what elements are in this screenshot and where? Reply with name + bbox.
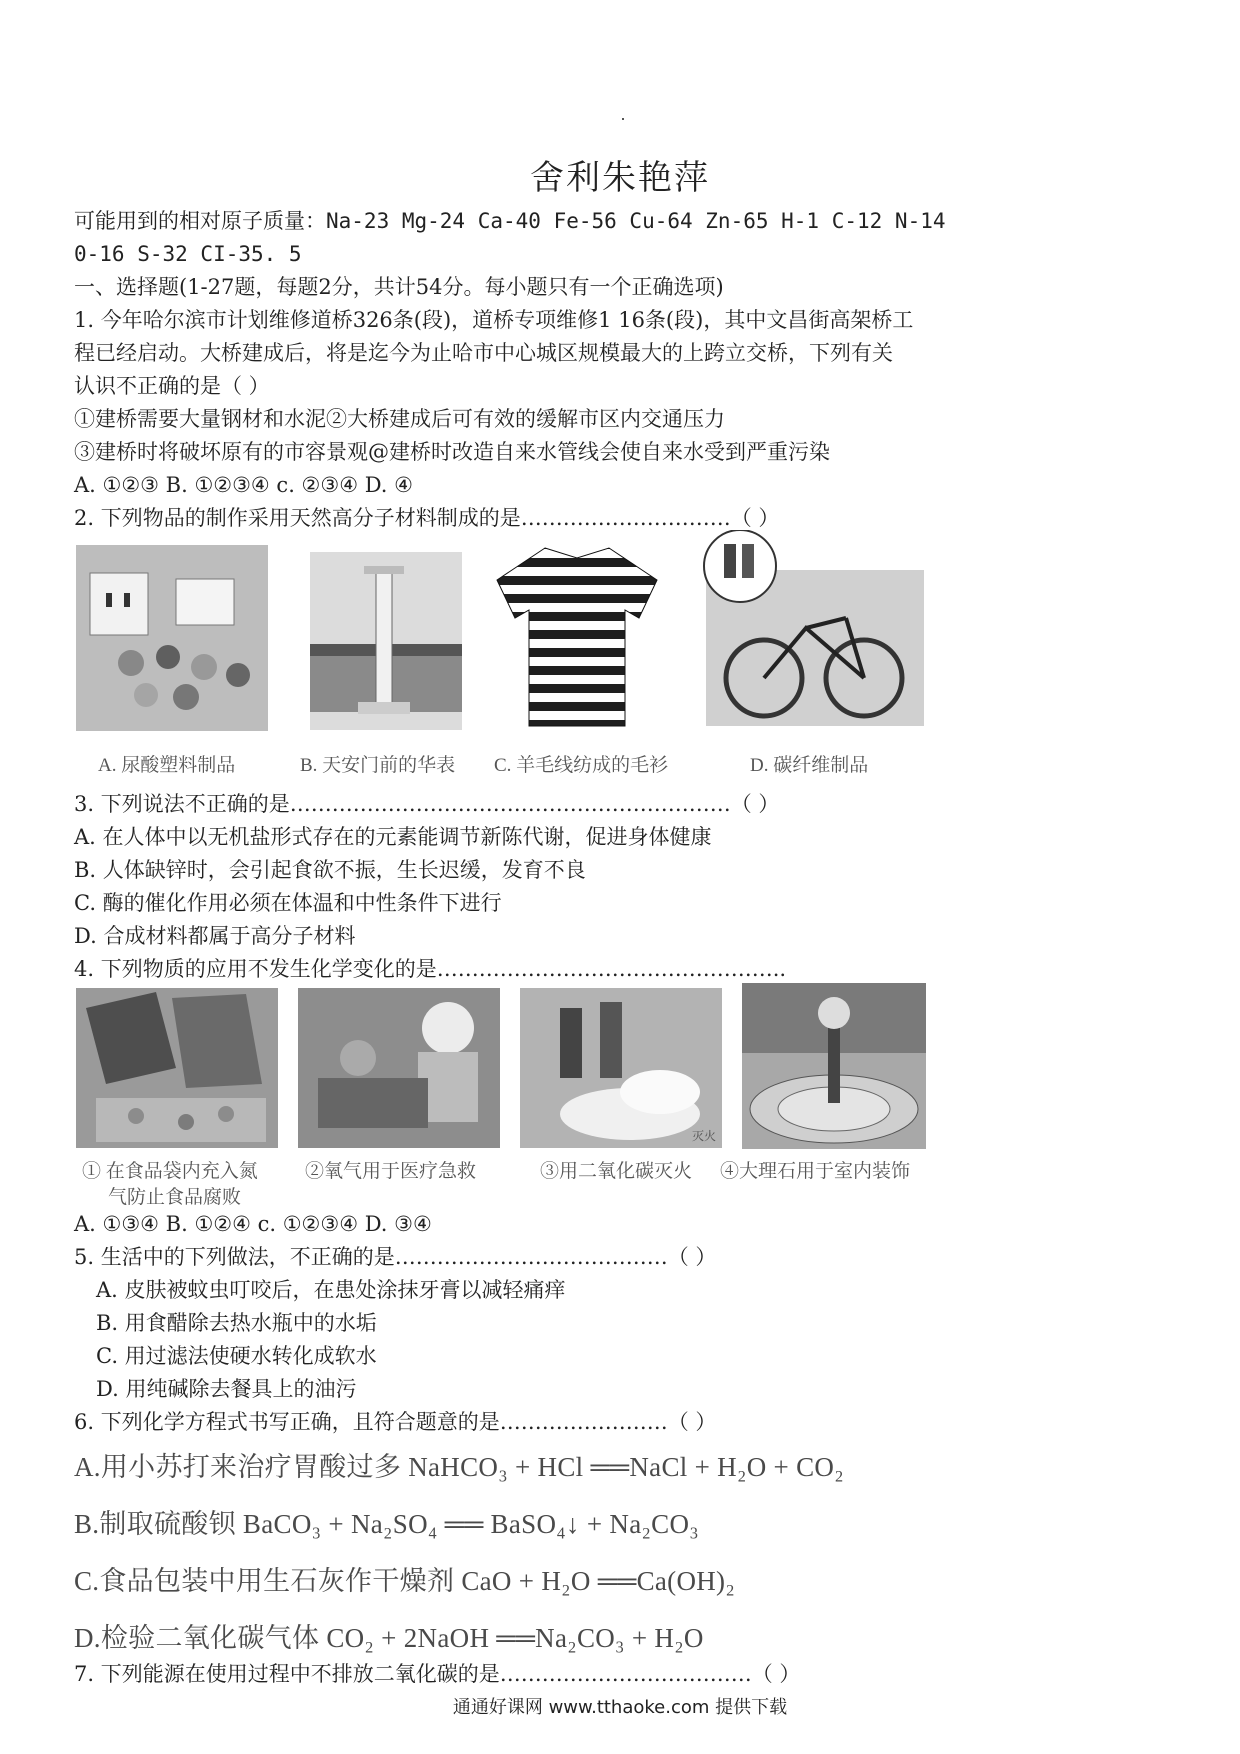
- q1-options: A. ①②③ B. ①②③④ c. ②③④ D. ④: [74, 473, 413, 497]
- scan-speck: [622, 118, 624, 120]
- q6-option-c-equation: CaO + H₂O ══Ca(OH)₂: [461, 1566, 736, 1596]
- q2-image-d-carbon-fiber-bike: [696, 530, 926, 730]
- q1-line-1: 1. 今年哈尔滨市计划维修道桥326条(段)，道桥专项维修1 16条(段)，其中文昌街高架桥工: [74, 308, 914, 332]
- q1-line-3: 认识不正确的是（ ）: [74, 374, 270, 398]
- q4-caption-3: ③用二氧化碳灭火: [540, 1161, 693, 1182]
- q3-option-b: B. 人体缺锌时，会引起食欲不振，生长迟缓，发育不良: [74, 858, 586, 882]
- q6-option-b-text: B.制取硫酸钡: [74, 1509, 236, 1539]
- q1-line-4: ①建桥需要大量钢材和水泥②大桥建成后可有效的缓解市区内交通压力: [74, 407, 725, 431]
- q1-line-2: 程已经启动。大桥建成后，将是迄今为止哈市中心城区规模最大的上跨立交桥，下列有关: [74, 341, 893, 365]
- q6-stem: 6. 下列化学方程式书写正确，且符合题意的是……………………（ ）: [74, 1410, 717, 1434]
- q4-image-3-tag: 灭火: [691, 1129, 716, 1143]
- q3-option-d: D. 合成材料都属于高分子材料: [74, 924, 356, 948]
- q6-option-b-equation: BaCO₃ + Na₂SO₄ ══ BaSO₄↓ + Na₂CO₃: [242, 1509, 700, 1539]
- section-heading: 一、选择题(1-27题，每题2分，共计54分。每小题只有一个正确选项): [74, 275, 724, 299]
- q2-caption-c: C. 羊毛线纺成的毛衫: [494, 755, 669, 776]
- q4-caption-1-line-1: ① 在食品袋内充入氮: [82, 1161, 258, 1182]
- q1-line-5: ③建桥时将破坏原有的市容景观@建桥时改造自来水管线会使自来水受到严重污染: [74, 440, 830, 464]
- q6-option-a-text: A.用小苏打来治疗胃酸过多: [74, 1452, 402, 1482]
- q5-option-d: D. 用纯碱除去餐具上的油污: [96, 1377, 357, 1401]
- q5-option-a: A. 皮肤被蚊虫叮咬后，在患处涂抹牙膏以减轻痛痒: [96, 1278, 566, 1302]
- q2-stem: 2. 下列物品的制作采用天然高分子材料制成的是…………………………（ ）: [74, 506, 780, 530]
- q5-option-b: B. 用食醋除去热水瓶中的水垢: [96, 1311, 377, 1335]
- q6-option-b: [74, 1502, 699, 1541]
- q6-option-d: [74, 1616, 704, 1655]
- q3-stem: 3. 下列说法不正确的是………………………………………………………（ ）: [74, 792, 780, 816]
- q4-options: A. ①③④ B. ①②④ c. ①②③④ D. ③④: [74, 1212, 432, 1236]
- q2-image-c-striped-sweater: [487, 540, 667, 732]
- q2-caption-d: D. 碳纤维制品: [750, 755, 869, 776]
- q3-option-a: A. 在人体中以无机盐形式存在的元素能调节新陈代谢，促进身体健康: [74, 825, 712, 849]
- q7-stem: 7. 下列能源在使用过程中不排放二氧化碳的是………………………………（ ）: [74, 1662, 801, 1686]
- q2-caption-a: A. 尿酸塑料制品: [98, 755, 236, 776]
- q2-caption-b: B. 天安门前的华表: [300, 755, 456, 776]
- q4-caption-4: ④大理石用于室内装饰: [720, 1161, 911, 1182]
- atomic-masses-line-1: 可能用到的相对原子质量：Na-23 Mg-24 Ca-40 Fe-56 Cu-64 Zn-65 H-1 C-12 N-14: [74, 209, 946, 233]
- q4-caption-2: ②氧气用于医疗急救: [305, 1161, 477, 1182]
- q6-option-d-equation: CO₂ + 2NaOH ══Na₂CO₃ + H₂O: [326, 1623, 704, 1653]
- atomic-masses-line-2: 0-16 S-32 CI-35. 5: [74, 242, 302, 266]
- q5-stem: 5. 生活中的下列做法，不正确的是…………………………………（ ）: [74, 1245, 717, 1269]
- q6-option-d-text: D.检验二氧化碳气体: [74, 1623, 320, 1653]
- q4-image-2-medical-oxygen: [298, 988, 500, 1148]
- q4-image-4-marble-interior: [742, 983, 926, 1149]
- page-title: 舍利朱艳萍: [530, 158, 710, 198]
- q6-option-a-equation: NaHCO₃ + HCl ══NaCl + H₂O + CO₂: [408, 1452, 844, 1482]
- q4-image-3-fire-extinguishing: [520, 988, 722, 1148]
- page-footer: 通通好课网 www.tthaoke.com 提供下载: [452, 1697, 788, 1718]
- q2-image-a-plastic-products: [76, 545, 268, 731]
- q6-option-c: [74, 1559, 735, 1598]
- q4-caption-1-line-2: 气防止食品腐败: [108, 1187, 242, 1208]
- q4-image-1-food-bags: [76, 988, 278, 1148]
- q6-option-c-text: C.食品包装中用生石灰作干燥剂: [74, 1566, 455, 1596]
- q6-option-a: [74, 1445, 844, 1484]
- q2-image-b-huabiao: [310, 552, 462, 730]
- q5-option-c: C. 用过滤法使硬水转化成软水: [96, 1344, 377, 1368]
- q3-option-c: C. 酶的催化作用必须在体温和中性条件下进行: [74, 891, 502, 915]
- q4-stem: 4. 下列物质的应用不发生化学变化的是…………………………………………..: [74, 957, 787, 981]
